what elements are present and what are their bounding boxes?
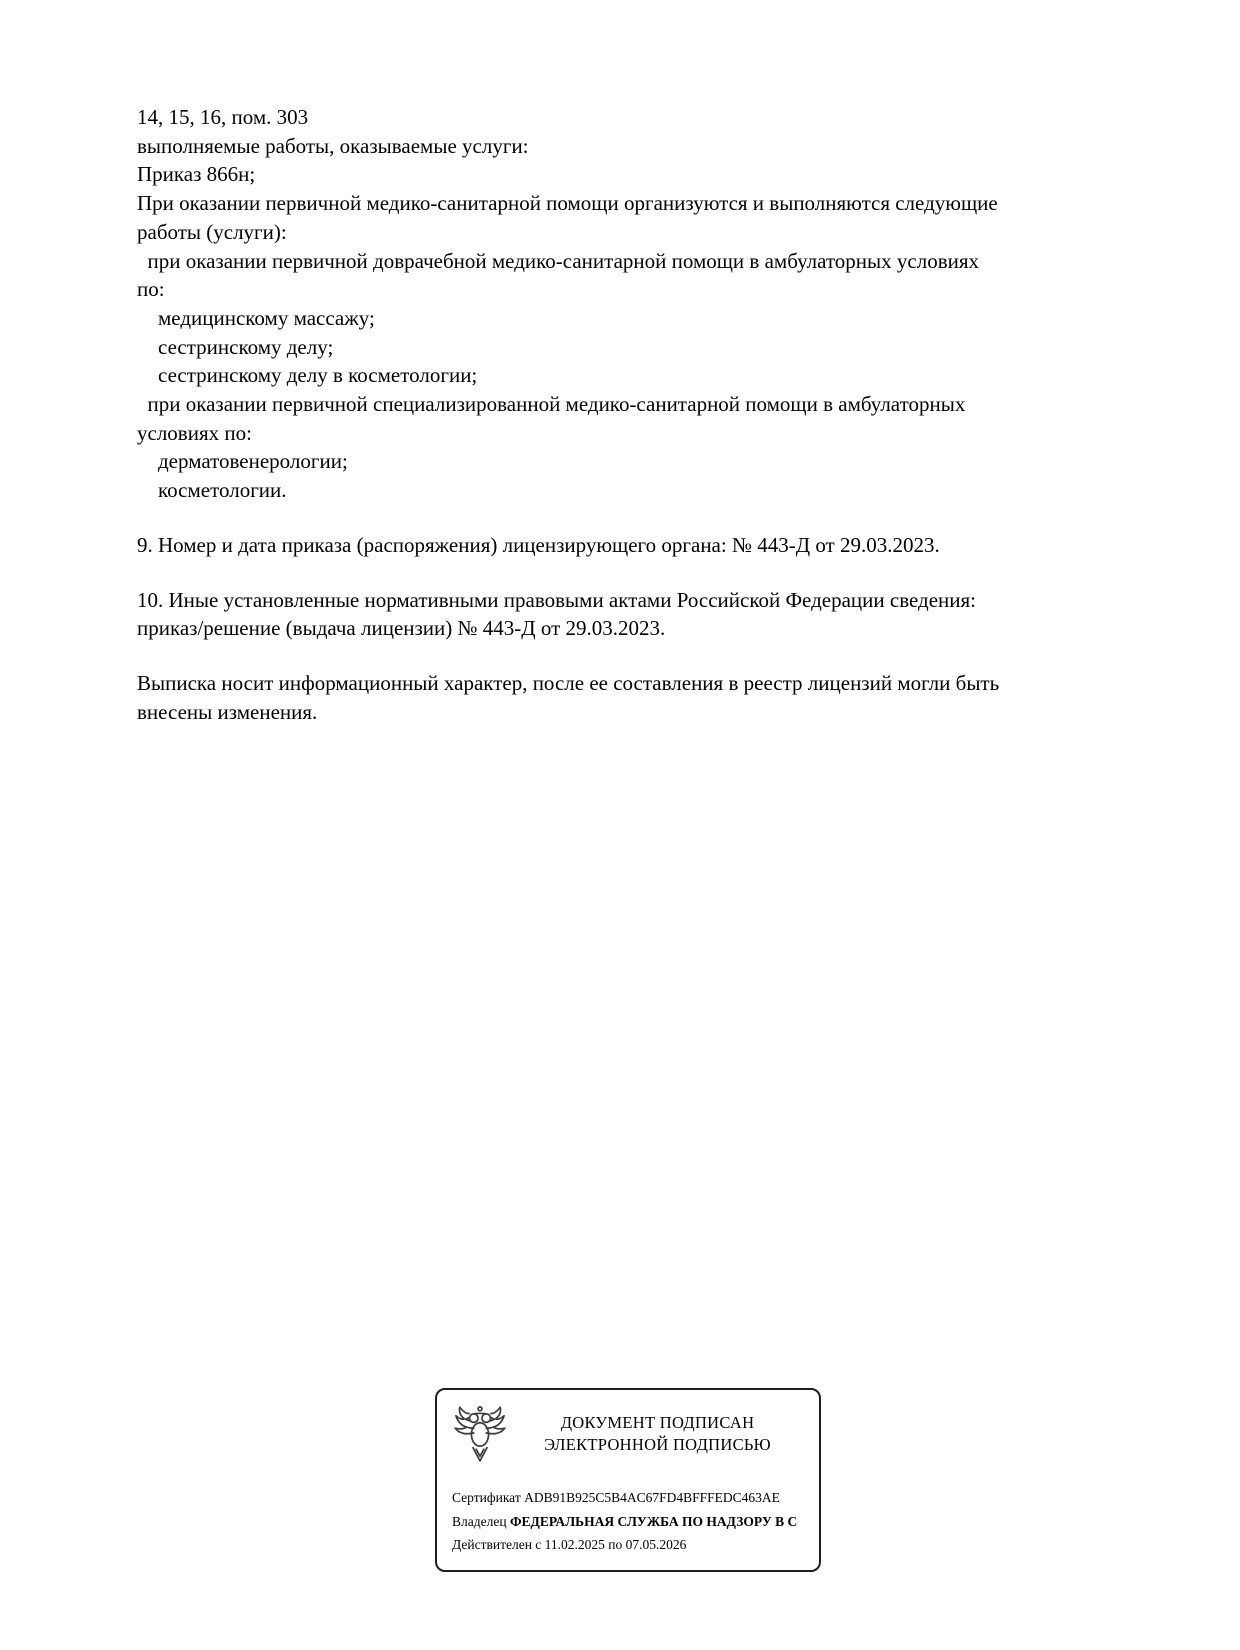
item-9-line: 9. Номер и дата приказа (распоряжения) лицензирующего органа: № 443-Д от 29.03.2023.: [137, 532, 940, 557]
text-line: сестринскому делу;: [137, 334, 334, 359]
stamp-info: [452, 1486, 807, 1557]
stamp-title-line: ЭЛЕКТРОННОЙ ПОДПИСЬЮ: [544, 1435, 771, 1454]
disclaimer-line: внесены изменения.: [137, 699, 318, 724]
text-line: дерматовенерологии;: [137, 449, 348, 474]
certificate-value: ADB91B925C5B4AC67FD4BFFFEDC463AE: [524, 1490, 780, 1505]
text-line: сестринскому делу в косметологии;: [137, 363, 478, 388]
stamp-title-line: ДОКУМЕНТ ПОДПИСАН: [560, 1413, 755, 1432]
text-line: при оказании первичной специализированной медико-санитарной помощи в амбулаторных: [137, 392, 966, 417]
text-line: работы (услуги):: [137, 219, 287, 244]
disclaimer-line: Выписка носит информационный характер, после ее составления в реестр лицензий могли быть: [137, 670, 1000, 695]
certificate-line: [452, 1486, 807, 1510]
text-line: по:: [137, 277, 165, 302]
stamp-title: [508, 1403, 807, 1456]
signature-stamp: [435, 1388, 821, 1572]
text-line: медицинскому массажу;: [137, 305, 375, 330]
coat-of-arms-icon: [452, 1403, 508, 1469]
validity-line: Действителен с 11.02.2025 по 07.05.2026: [452, 1537, 687, 1552]
text-line: условиях по:: [137, 420, 252, 445]
text-line: Приказ 866н;: [137, 162, 256, 187]
owner-value: ФЕДЕРАЛЬНАЯ СЛУЖБА ПО НАДЗОРУ В С: [509, 1513, 798, 1529]
item-10-line: 10. Иные установленные нормативными правовыми актами Российской Федерации сведения:: [137, 587, 977, 612]
document-text: [137, 103, 1112, 726]
stamp-header: [450, 1403, 807, 1469]
text-line: при оказании первичной доврачебной медико-санитарной помощи в амбулаторных условиях: [137, 248, 980, 273]
certificate-label: Сертификат: [452, 1490, 525, 1505]
owner-line: [452, 1510, 807, 1534]
item-10-line: приказ/решение (выдача лицензии) № 443-Д от 29.03.2023.: [137, 616, 666, 641]
text-line: выполняемые работы, оказываемые услуги:: [137, 133, 529, 158]
owner-label: Владелец: [452, 1513, 510, 1529]
text-line: 14, 15, 16, пом. 303: [137, 105, 309, 129]
text-line: косметологии.: [137, 478, 287, 503]
text-line: При оказании первичной медико-санитарной помощи организуются и выполняются следующие: [137, 191, 998, 216]
